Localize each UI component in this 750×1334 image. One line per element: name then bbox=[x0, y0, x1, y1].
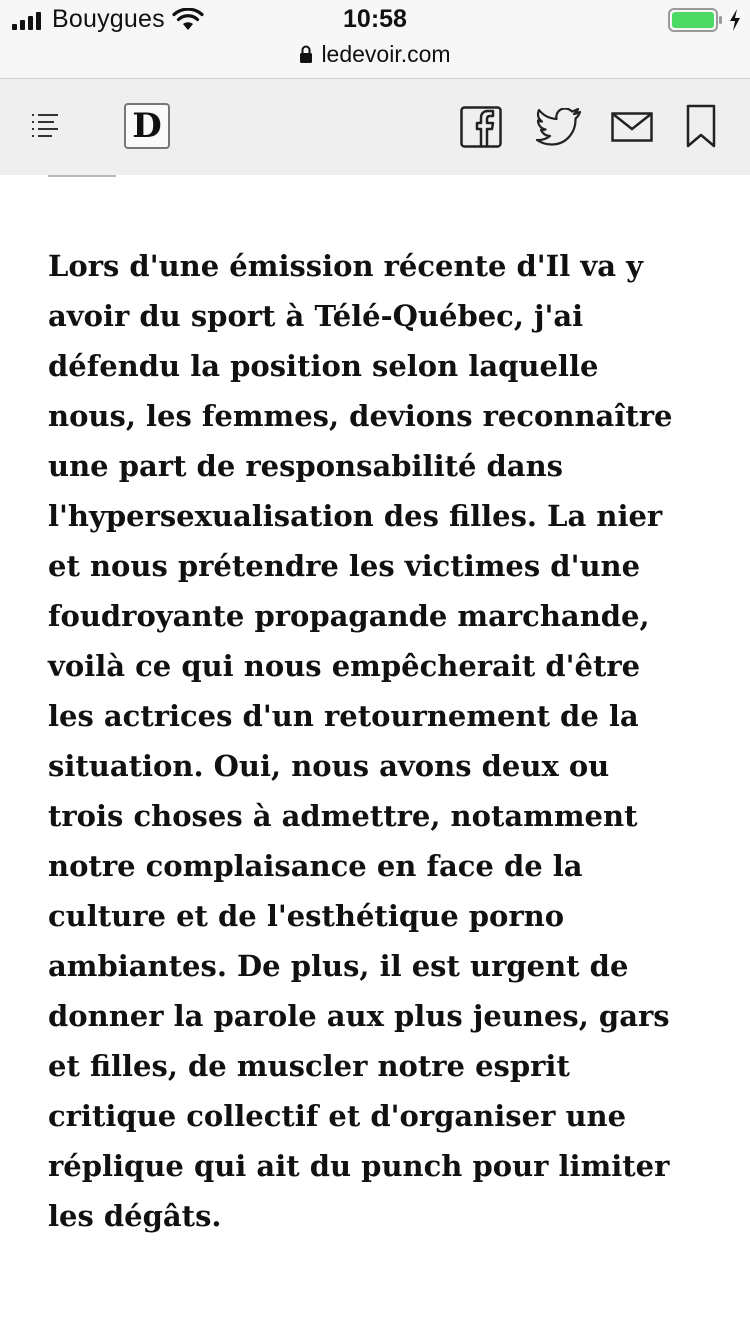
article-line: nous, les femmes, devions reconnaître bbox=[48, 399, 673, 433]
article-line: et filles, de muscler notre esprit bbox=[48, 1049, 570, 1083]
article-line: Lors d'une émission récente d'Il va y bbox=[48, 249, 643, 283]
status-bar bbox=[0, 0, 750, 40]
article-line: notre complaisance en face de la bbox=[48, 849, 583, 883]
bookmark-icon[interactable] bbox=[686, 104, 716, 148]
article-line: les actrices d'un retournement de la bbox=[48, 699, 639, 733]
article-line: ambiantes. De plus, il est urgent de bbox=[48, 949, 629, 983]
article-line: trois choses à admettre, notamment bbox=[48, 799, 638, 833]
article-line: voilà ce qui nous empêcherait d'être bbox=[48, 649, 641, 683]
facebook-icon[interactable] bbox=[460, 106, 502, 148]
url-text[interactable]: ledevoir.com bbox=[321, 40, 451, 67]
article-line: l'hypersexualisation des filles. La nier bbox=[48, 499, 663, 533]
article-line: situation. Oui, nous avons deux ou bbox=[48, 749, 610, 783]
article-line: critique collectif et d'organiser une bbox=[48, 1099, 627, 1133]
lock-icon bbox=[299, 44, 313, 64]
article-line: une part de responsabilité dans bbox=[48, 449, 564, 483]
article-line: donner la parole aux plus jeunes, gars bbox=[48, 999, 670, 1033]
battery-icon bbox=[668, 8, 724, 32]
twitter-icon[interactable] bbox=[536, 108, 582, 146]
article-line: foudroyante propagande marchande, bbox=[48, 599, 650, 633]
article-line: avoir du sport à Télé-Québec, j'ai bbox=[48, 299, 584, 333]
charging-icon bbox=[728, 8, 742, 32]
le-devoir-logo[interactable] bbox=[124, 103, 170, 149]
logo-letter: D bbox=[132, 106, 162, 146]
article-line: et nous prétendre les victimes d'une bbox=[48, 549, 641, 583]
menu-icon[interactable] bbox=[30, 112, 62, 140]
article-line: réplique qui ait du punch pour limiter bbox=[48, 1149, 670, 1183]
clipped-link-above bbox=[48, 163, 116, 177]
mail-icon[interactable] bbox=[611, 112, 653, 142]
article-line: culture et de l'esthétique porno bbox=[48, 899, 565, 933]
clock: 10:58 bbox=[343, 5, 407, 33]
article-line: défendu la position selon laquelle bbox=[48, 349, 599, 383]
article-paragraph bbox=[48, 241, 708, 1241]
carrier-name: Bouygues bbox=[52, 5, 165, 33]
article-line: les dégâts. bbox=[48, 1199, 222, 1233]
url-bar[interactable] bbox=[0, 40, 750, 79]
